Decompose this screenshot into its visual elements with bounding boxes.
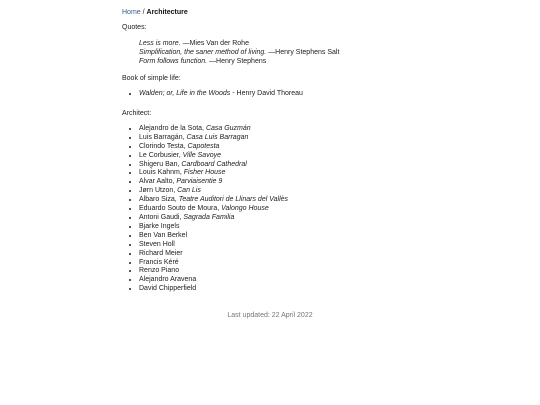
quotes-label: Quotes:: [122, 24, 147, 31]
last-updated-footer: Last updated: 22 April 2022: [227, 312, 313, 319]
architect-item: [139, 276, 422, 285]
quote-item: [139, 39, 422, 48]
architect-name: Albaro Siza,: [139, 196, 179, 204]
architect-item: [139, 232, 422, 241]
architect-item: [139, 259, 422, 268]
page-content: [122, 8, 422, 304]
architect-name: Bjarke Ingels: [139, 222, 180, 230]
architect-item: [139, 178, 422, 187]
architect-work: Casa Guzmán: [205, 124, 251, 132]
architect-name: Clorindo Testa,: [139, 142, 188, 150]
architect-name: David Chipperfield: [139, 285, 197, 293]
architect-work: Fisher House: [183, 169, 226, 177]
architect-work: Valongo House: [221, 205, 269, 213]
architect-item: [139, 285, 422, 294]
architect-name: Shigeru Ban,: [139, 160, 182, 168]
quote-text: Form follows function.: [139, 58, 208, 65]
book-list: [122, 90, 422, 99]
architect-work: Cardboard Cathedral: [181, 160, 247, 168]
architect-name: Alvar Aalto,: [139, 178, 177, 186]
architect-item: [139, 241, 422, 250]
architect-work: Casa Luis Barragan: [186, 133, 249, 141]
architect-item: [139, 214, 422, 223]
architect-work: Can Lis: [177, 187, 201, 195]
breadcrumb-current: Architecture: [146, 9, 188, 16]
book-title: Walden; or, Life in the Woods: [139, 90, 231, 97]
architect-item: [139, 152, 422, 161]
architect-item: [139, 223, 422, 232]
book-item: [139, 90, 422, 99]
architect-name: Le Corbusier,: [139, 151, 183, 159]
quote-item: [139, 57, 422, 66]
breadcrumb: [122, 8, 422, 17]
quote-author: —Mies Van der Rohe: [180, 40, 249, 47]
book-label: Book of simple life:: [122, 75, 181, 82]
quote-author: —Henry Stephens: [207, 58, 267, 65]
architect-name: Alejandro Aravena: [139, 276, 197, 284]
quote-text: Less is more.: [139, 40, 181, 47]
quotes-block: [139, 39, 422, 66]
architect-list: [122, 125, 422, 294]
architect-name: Renzo Piano: [139, 267, 180, 275]
architect-name: Jørn Utzon,: [139, 187, 178, 195]
quote-author: —Henry Stephens Salt: [266, 49, 340, 56]
architect-item: [139, 143, 422, 152]
breadcrumb-home-link[interactable]: Home: [122, 9, 141, 16]
architect-work: Capotesta: [187, 142, 220, 150]
book-author: - Henry David Thoreau: [230, 90, 303, 97]
architect-name: Alejandro de la Sota,: [139, 124, 206, 132]
architect-item: [139, 187, 422, 196]
architect-work: Sagrada Familia: [183, 213, 235, 221]
architect-item: [139, 250, 422, 259]
architect-name: Louis Kahnm,: [139, 169, 184, 177]
architect-item: [139, 205, 422, 214]
quote-item: [139, 48, 422, 57]
architect-name: Ben Van Berkel: [139, 231, 188, 239]
architect-item: [139, 125, 422, 134]
architect-item: [139, 196, 422, 205]
architect-item: [139, 267, 422, 276]
architect-item: [139, 169, 422, 178]
architect-item: [139, 134, 422, 143]
architect-name: Eduardo Souto de Moura,: [139, 205, 222, 213]
architect-name: Francis Kéré: [139, 258, 179, 266]
architects-label: Architect:: [122, 109, 152, 117]
architect-name: Steven Holl: [139, 240, 175, 248]
architect-work: Teatre Auditori de Llinars del Vallès: [178, 196, 289, 204]
architect-work: Parviaisentie 9: [176, 178, 223, 186]
architect-work: Ville Savoye: [182, 151, 221, 159]
architect-name: Richard Meier: [139, 249, 183, 257]
breadcrumb-separator: /: [140, 9, 147, 16]
architect-item: [139, 161, 422, 170]
quote-text: Simplification, the saner method of living.: [139, 49, 267, 56]
architect-name: Antoni Gaudi,: [139, 213, 184, 221]
architect-name: Luis Barragán,: [139, 133, 187, 141]
